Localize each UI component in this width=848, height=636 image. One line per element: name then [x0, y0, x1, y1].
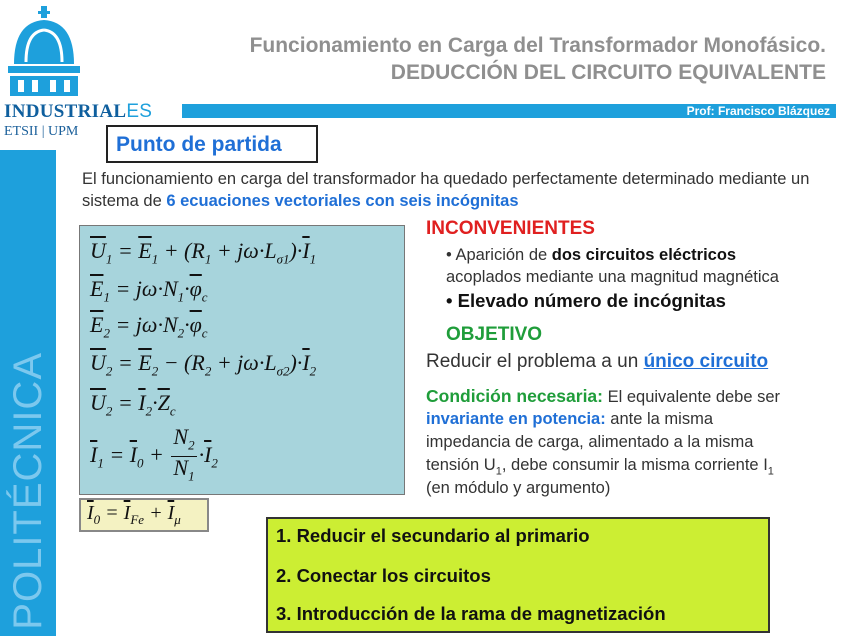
section-heading-box — [106, 125, 318, 163]
step-3: 3. Introducción de la rama de magnetización — [276, 603, 666, 624]
inconvenientes-title: INCONVENIENTES — [426, 218, 595, 239]
author-label: Prof: Francisco Blázquez — [686, 104, 830, 118]
side-bar-text: POLITÉCNICA — [6, 352, 50, 630]
equation-e1: $\overline{E}_1 = j\omega\cdot N_1\cdot\overline{\varphi}_c$ — [90, 276, 208, 305]
equation-i0: $\overline{I}_0 = \overline{I}_{Fe} + \overline{I}_\mu$ — [87, 502, 181, 527]
brand-subtitle: ETSII | UPM — [4, 124, 79, 139]
equation-u1: $\overline{U}_1 = \overline{E}_1 + (R_1 + j\omega\cdot L_{\sigma 1})\cdot\overline{I}_1$ — [90, 238, 317, 267]
intro-paragraph: El funcionamiento en carga del transformador ha quedado perfectamente determinado mediante un sistema de 6 ecuaciones vectoriales con seis incógnitas — [82, 170, 810, 210]
inconvenientes-bullet-1-cont: acoplados mediante una magnitud magnética — [446, 268, 779, 286]
university-dome-logo — [4, 4, 84, 99]
inconvenientes-bullet-2: • Elevado número de incógnitas — [446, 290, 726, 311]
equation-i1: $\overline{I}_1 = \overline{I}_0$ + $\frac{N_2}{N_1}$ $\cdot\overline{I}_2$ — [90, 424, 218, 484]
condicion-line-1: Condición necesaria: El equivalente debe ser — [426, 386, 781, 406]
page-subtitle: DEDUCCIÓN DEL CIRCUITO EQUIVALENTE — [390, 61, 826, 84]
equation-u2: $\overline{U}_2 = \overline{E}_2 - (R_2 + j\omega\cdot L_{\sigma 2})\cdot\overline{I}_2$ — [90, 350, 317, 379]
objetivo-title: OBJETIVO — [446, 324, 543, 345]
condicion-line-3: impedancia de carga, alimentado a la misma — [426, 433, 754, 451]
brand-name: INDUSTRIALES — [4, 101, 153, 122]
magnetizing-current-box — [79, 498, 209, 532]
intro-highlight: 6 ecuaciones vectoriales con seis incógnitas — [166, 192, 519, 210]
step-1: 1. Reducir el secundario al primario — [276, 525, 590, 546]
equations-box — [79, 225, 405, 495]
unique-circuit-link: único circuito — [643, 351, 769, 372]
page-title: Funcionamiento en Carga del Transformador Monofásico. — [249, 34, 826, 57]
condicion-line-4: tensión $U_1$, debe consumir la misma corriente $I_1$ — [426, 456, 774, 478]
step-2: 2. Conectar los circuitos — [276, 565, 491, 586]
inconvenientes-bullet-1: • Aparición de dos circuitos eléctricos — [446, 246, 737, 264]
equation-e2: $\overline{E}_2 = j\omega\cdot N_2\cdot\overline{\varphi}_c$ — [90, 312, 208, 341]
equation-u2-load: $\overline{U}_2 = \overline{I}_2\cdot\overline{Z}_c$ — [90, 390, 176, 419]
condicion-line-5: (en módulo y argumento) — [426, 479, 611, 497]
objetivo-text: Reducir el problema a un único circuito — [426, 351, 769, 372]
steps-box — [266, 517, 770, 633]
section-heading: Punto de partida — [116, 133, 282, 156]
side-bar — [0, 150, 56, 636]
condicion-line-2: invariante en potencia: ante la misma — [426, 410, 714, 428]
